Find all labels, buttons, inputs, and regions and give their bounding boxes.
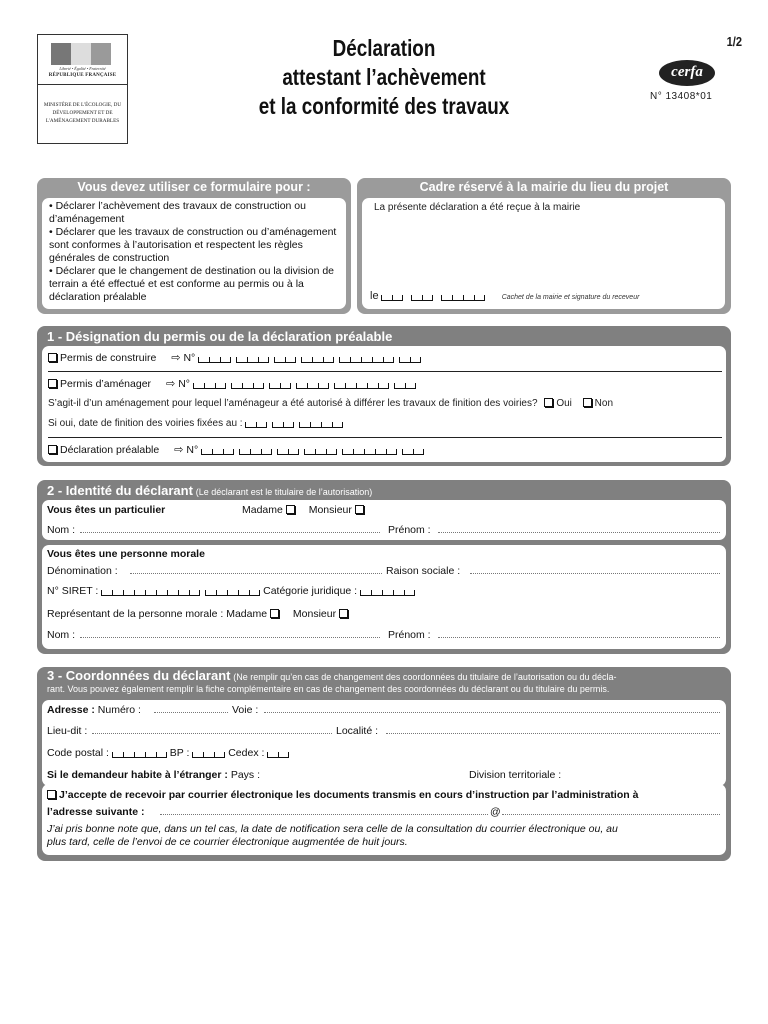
division-label: Division territoriale : xyxy=(469,769,562,781)
usage-box xyxy=(42,198,346,309)
section-3-note-2: rant. Vous pouvez également remplir la fiche complémentaire en cas de changement des coordonnées du déclarant ou du titulaire du permis. xyxy=(47,684,610,694)
divider xyxy=(48,437,722,438)
madame-checkbox[interactable] xyxy=(286,505,295,514)
date-year-cells[interactable] xyxy=(441,293,485,304)
etranger-row xyxy=(47,769,260,782)
numero-input[interactable] xyxy=(154,704,228,713)
representant-label: Représentant de la personne morale : Madame xyxy=(47,608,268,620)
usage-bullet-2: • Déclarer que les travaux de construction ou d’aménagement sont conformes à l’autorisation et respectent les règles générales de construction xyxy=(49,226,337,264)
no-label: N° xyxy=(178,378,190,390)
prenom-morale-label: Prénom : xyxy=(388,629,431,641)
arrow-icon: ⇨ xyxy=(171,352,181,364)
declaration-prealable-label: Déclaration préalable xyxy=(60,444,160,456)
email-domain-input[interactable] xyxy=(502,806,720,815)
permis-amenager-number-cells[interactable] xyxy=(193,380,416,393)
siret-label: N° SIRET : xyxy=(47,585,99,597)
usage-panel xyxy=(37,178,351,314)
section-3-note-1: (Ne remplir qu’en cas de changement des coordonnées du titulaire de l’autorisation ou du décla- xyxy=(233,672,617,682)
le-label: le xyxy=(370,290,379,302)
lieudit-label: Lieu-dit : xyxy=(47,725,88,737)
voiries-question: S’agit-il d’un aménagement pour lequel l’aménageur a été autorisé à différer les travaux de finition des voiries? xyxy=(48,398,538,409)
raison-sociale-input[interactable] xyxy=(470,565,720,574)
accept-row xyxy=(47,789,638,802)
permis-amenager-row xyxy=(48,378,416,393)
usage-bullet-3: • Déclarer que le changement de destination ou la division de terrain a été effectué et est conforme au permis ou à la déclaration préalable xyxy=(49,265,335,303)
particulier-label: Vous êtes un particulier xyxy=(47,504,166,516)
permis-construire-number-cells[interactable] xyxy=(198,354,421,367)
localite-input[interactable] xyxy=(386,725,720,734)
section-2-note: (Le déclarant est le titulaire de l’autorisation) xyxy=(195,487,373,497)
section-3-title: 3 - Coordonnées du déclarant xyxy=(47,668,231,683)
no-label: N° xyxy=(183,352,196,364)
representant-monsieur-label: Monsieur xyxy=(292,608,337,620)
mairie-panel xyxy=(357,178,731,314)
nom-morale-input[interactable] xyxy=(80,629,380,638)
notice-line-1: J’ai pris bonne note que, dans un tel cas, la date de notification sera celle de la consultation du courrier électronique ou, au xyxy=(47,823,618,835)
section-2-panel xyxy=(37,480,731,654)
cedex-label: Cedex : xyxy=(228,747,265,759)
numero-label: Numéro : xyxy=(97,704,141,716)
arrow-icon: ⇨ xyxy=(174,444,184,456)
morale-box xyxy=(42,545,726,649)
republic-label: RÉPUBLIQUE FRANÇAISE xyxy=(48,73,117,78)
divider xyxy=(48,371,722,372)
etranger-label: Si le demandeur habite à l’étranger : xyxy=(47,769,228,781)
civility-row xyxy=(242,504,367,517)
page-title xyxy=(233,34,535,121)
notice-line-2: plus tard, celle de l’envoi de ce courrier électronique augmentée de huit jours. xyxy=(47,836,408,848)
cedex-cells[interactable] xyxy=(267,749,289,762)
at-sign: @ xyxy=(490,806,501,818)
email-box xyxy=(42,784,726,855)
title-line-3: et la conformité des travaux xyxy=(258,93,510,119)
arrow-icon: ⇨ xyxy=(165,378,176,390)
non-checkbox[interactable] xyxy=(583,398,592,407)
nom-morale-label: Nom : xyxy=(47,629,76,641)
representant-madame-checkbox[interactable] xyxy=(270,609,279,618)
section-2-title: 2 - Identité du déclarant xyxy=(47,483,193,498)
motto: Liberté • Égalité • Fraternité xyxy=(59,66,106,71)
voiries-date-row xyxy=(48,418,343,431)
siret-cells[interactable] xyxy=(101,587,260,600)
nom-input[interactable] xyxy=(80,524,380,533)
no-label: N° xyxy=(186,444,199,456)
permis-amenager-label: Permis d’aménager xyxy=(60,378,152,390)
voie-input[interactable] xyxy=(264,704,720,713)
cerfa-logo: cerfa xyxy=(659,60,715,86)
stamp-label: Cachet de la mairie et signature du receveur xyxy=(501,294,640,301)
mairie-date-row xyxy=(370,290,639,304)
section-1-box xyxy=(42,346,726,462)
section-1-panel xyxy=(37,326,731,466)
siret-row xyxy=(47,585,415,600)
prenom-label: Prénom : xyxy=(388,524,431,536)
title-line-2: attestant l’achèvement xyxy=(282,64,486,90)
representant-row xyxy=(47,608,351,621)
tricolor-flag-icon xyxy=(51,43,111,65)
title-line-1: Déclaration xyxy=(332,35,436,61)
denomination-input[interactable] xyxy=(130,565,382,574)
date-day-cells[interactable] xyxy=(381,293,403,304)
ministry-label: MINISTÈRE DE L'ÉCOLOGIE, DU DÉVELOPPEMENT ET DE L'AMÉNAGEMENT DURABLES xyxy=(43,102,122,124)
oui-checkbox[interactable] xyxy=(544,398,553,407)
accept-line-2: l’adresse suivante : xyxy=(47,806,145,818)
particulier-box xyxy=(42,500,726,540)
declaration-prealable-row xyxy=(48,444,424,459)
voiries-date-label: Si oui, date de finition des voiries fixées au : xyxy=(48,418,243,429)
voiries-question-row xyxy=(48,398,613,409)
section-1-title: 1 - Désignation du permis ou de la déclaration préalable xyxy=(47,329,393,344)
section-3-header xyxy=(47,670,727,684)
republic-logo-box xyxy=(37,34,128,144)
non-label: Non xyxy=(594,398,614,409)
prenom-input[interactable] xyxy=(438,524,720,533)
permis-construire-label: Permis de construire xyxy=(60,352,157,364)
mairie-received-text: La présente déclaration a été reçue à la mairie xyxy=(374,202,581,213)
cp-label: Code postal : xyxy=(47,747,109,759)
madame-label: Madame xyxy=(242,504,283,516)
prenom-morale-input[interactable] xyxy=(438,629,720,638)
permis-amenager-checkbox[interactable] xyxy=(48,379,57,388)
bp-label: BP : xyxy=(169,747,190,759)
permis-construire-checkbox[interactable] xyxy=(48,353,57,362)
voie-label: Voie : xyxy=(232,704,259,716)
section-3-panel xyxy=(37,667,731,861)
accept-line-1: J’accepte de recevoir par courrier électronique les documents transmis en cours d’instruction par l’administration à xyxy=(59,789,639,801)
cp-cells[interactable] xyxy=(112,749,167,762)
adresse-label: Adresse : xyxy=(47,704,95,716)
pays-label: Pays : xyxy=(230,769,260,781)
date-month-cells[interactable] xyxy=(411,293,433,304)
page-number: 1/2 xyxy=(726,34,742,49)
mairie-box xyxy=(362,198,725,309)
postal-row xyxy=(47,747,289,762)
bp-cells[interactable] xyxy=(192,749,225,762)
lieudit-input[interactable] xyxy=(92,725,332,734)
representant-monsieur-checkbox[interactable] xyxy=(339,609,348,618)
marianne-logo xyxy=(38,35,127,85)
declaration-number-cells[interactable] xyxy=(201,446,424,459)
denomination-label: Dénomination : xyxy=(47,565,118,577)
localite-label: Localité : xyxy=(336,725,379,737)
permis-construire-row xyxy=(48,352,421,367)
categorie-cells[interactable] xyxy=(360,587,415,600)
mairie-title: Cadre réservé à la mairie du lieu du projet xyxy=(419,180,669,194)
morale-label: Vous êtes une personne morale xyxy=(47,548,205,560)
oui-label: Oui xyxy=(556,398,572,409)
address-box xyxy=(42,700,726,786)
adresse-row xyxy=(47,704,141,717)
voiries-date-cells[interactable] xyxy=(245,420,343,431)
categorie-label: Catégorie juridique : xyxy=(263,585,358,597)
email-user-input[interactable] xyxy=(160,806,488,815)
cerfa-number: N° 13408*01 xyxy=(650,91,713,102)
monsieur-label: Monsieur xyxy=(308,504,352,516)
raison-sociale-label: Raison sociale : xyxy=(386,565,461,577)
usage-bullet-1: • Déclarer l’achèvement des travaux de construction ou d’aménagement xyxy=(49,200,306,225)
section-2-header xyxy=(47,483,372,498)
accept-email-checkbox[interactable] xyxy=(47,790,56,799)
usage-title: Vous devez utiliser ce formulaire pour : xyxy=(77,180,311,194)
declaration-prealable-checkbox[interactable] xyxy=(48,445,57,454)
monsieur-checkbox[interactable] xyxy=(355,505,364,514)
nom-label: Nom : xyxy=(47,524,76,536)
